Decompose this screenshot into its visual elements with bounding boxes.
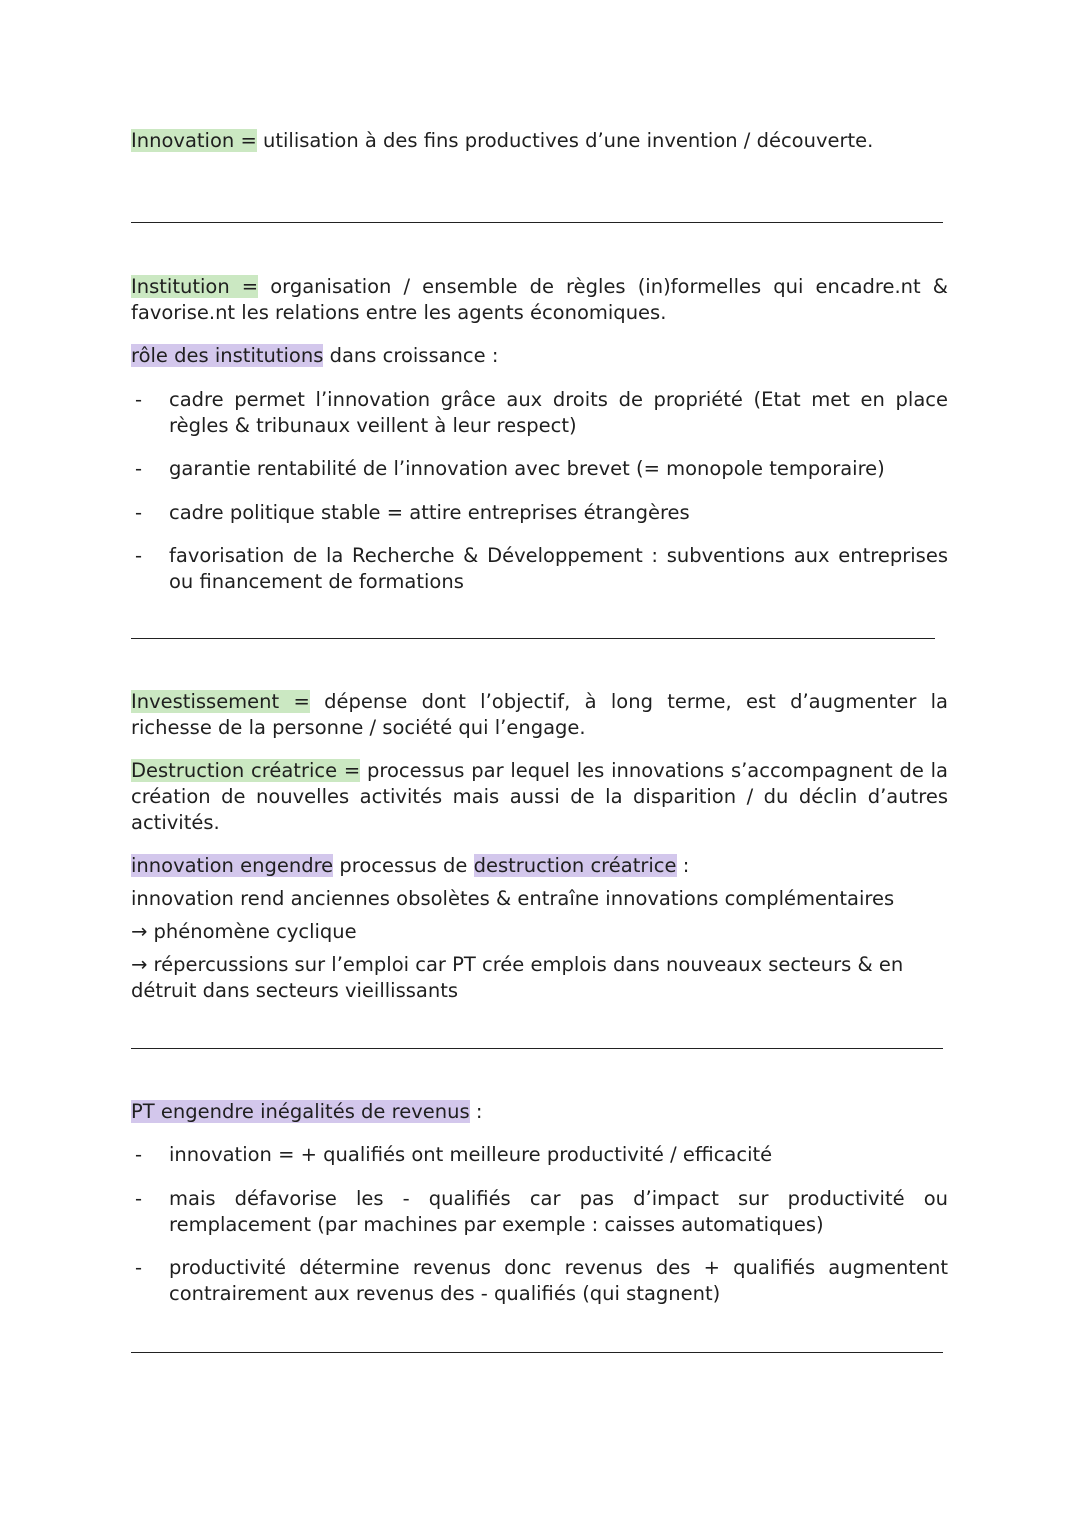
bullet-dash: - [135,1143,143,1166]
list-item [131,500,948,526]
destruction-heading-mid: processus de [333,854,474,877]
bullet-text: garantie rentabilité de l’innovation avec brevet (= monopole temporaire) [169,457,885,480]
destruction-heading-end: : [676,854,690,877]
list-item [131,387,948,439]
innovation-term: Innovation = [131,129,257,152]
inegalites-heading-end: : [469,1100,483,1123]
divider [131,638,935,639]
divider [131,1352,943,1353]
inegalites-bullet-list [131,1255,948,1307]
destruction-definition [131,758,948,836]
divider [131,1048,943,1049]
role-heading-highlight: rôle des institutions [131,344,324,367]
list-item [131,1186,948,1238]
institution-bullet-list [131,543,948,595]
institution-text: organisation / ensemble de règles (in)formelles qui encadre.nt & favorise.nt les relations entre les agents économiques. [131,275,948,324]
bullet-dash: - [135,1187,143,1210]
inegalites-bullet-list [131,1142,948,1168]
divider [131,222,943,223]
bullet-dash: - [135,501,143,524]
bullet-text: productivité détermine revenus donc revenus des + qualifiés augmentent contrairement aux revenus des - qualifiés (qui stagnent) [169,1256,948,1305]
bullet-text: favorisation de la Recherche & Développement : subventions aux entreprises ou financement de formations [169,544,948,593]
inegalites-heading [131,1099,948,1125]
inegalites-heading-highlight: PT engendre inégalités de revenus [131,1100,470,1123]
bullet-dash: - [135,544,143,567]
innovation-definition [131,128,948,154]
investissement-text: dépense dont l’objectif, à long terme, est d’augmenter la richesse de la personne / société qui l’engage. [131,690,948,739]
innovation-text: utilisation à des fins productives d’une invention / découverte. [256,129,874,152]
destruction-text: processus par lequel les innovations s’accompagnent de la création de nouvelles activités mais aussi de la disparition / du déclin d’autres activités. [131,759,948,834]
institution-definition [131,274,948,326]
inegalites-bullet-list [131,1186,948,1238]
list-item [131,1142,948,1168]
investissement-term: Investissement = [131,690,310,713]
list-item [131,543,948,595]
bullet-text: cadre permet l’innovation grâce aux droits de propriété (Etat met en place règles & tribunaux veillent à leur respect) [169,388,948,437]
list-item [131,456,948,482]
destruction-line-2: → phénomène cyclique [131,920,357,943]
destruction-line-3: → répercussions sur l’emploi car PT crée emplois dans nouveaux secteurs & en détruit dans secteurs vieillissants [131,953,904,1002]
destruction-heading-b: destruction créatrice [473,854,677,877]
role-heading-rest: dans croissance : [323,344,499,367]
bullet-dash: - [135,457,143,480]
institution-bullet-list [131,500,948,526]
bullet-dash: - [135,1256,143,1279]
bullet-text: cadre politique stable = attire entreprises étrangères [169,501,690,524]
destruction-heading-a: innovation engendre [131,854,334,877]
destruction-term: Destruction créatrice = [131,759,361,782]
institution-bullet-list [131,456,948,482]
institution-bullet-list [131,387,948,439]
institution-role-heading [131,343,948,369]
bullet-dash: - [135,388,143,411]
bullet-text: innovation = + qualifiés ont meilleure productivité / efficacité [169,1143,773,1166]
investissement-definition [131,689,948,741]
list-item [131,1255,948,1307]
institution-term: Institution = [131,275,259,298]
destruction-explanation [131,886,948,1004]
destruction-heading [131,853,948,879]
bullet-text: mais défavorise les - qualifiés car pas d’impact sur productivité ou remplacement (par machines par exemple : caisses automatiques) [169,1187,948,1236]
destruction-line-1: innovation rend anciennes obsolètes & entraîne innovations complémentaires [131,887,895,910]
